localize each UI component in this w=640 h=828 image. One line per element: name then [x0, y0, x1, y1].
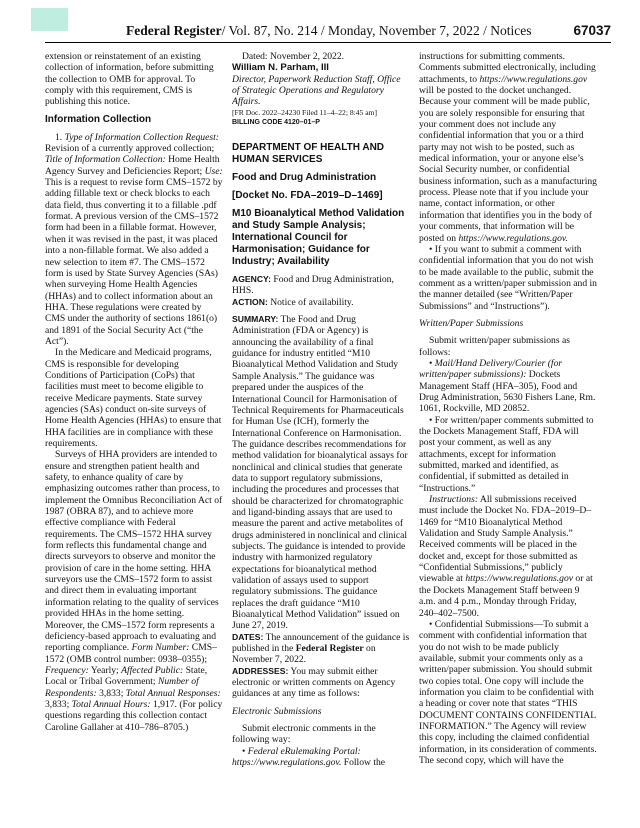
addresses: ADDRESSES: You may submit either electronic or written comments on Agency guidances at any time as follows:	[232, 665, 396, 700]
billing-code: BILLING CODE 4120–01–P	[232, 118, 320, 126]
paragraph: In the Medicare and Medicaid programs, CMS is responsible for developing Conditions of Participation (CoPs) that facilities must meet to become eligible to receive Medicare payments. State survey agencies (SAs) conduct on-site surveys of Home Health Agencies (HHAs) to ensure that HHA facilities are in compliance with these requirements.	[45, 347, 222, 449]
mail-bullet: • Mail/Hand Delivery/Courier (for written/paper submissions): Dockets Management Staff (HFA–305), Food and Drug Administration, 5630 Fishers Lane, Rm. 1061, Rockville, MD 20852.	[419, 357, 596, 415]
header-title: Federal Register/ Vol. 87, No. 214 / Monday, November 7, 2022 / Notices	[126, 23, 532, 38]
signer-name: William N. Parham, III	[232, 62, 329, 74]
document-title: M10 Bioanalytical Method Validation and Study Sample Analysis; International Council for Harmonisation; Guidance for Industry; Availability	[232, 208, 405, 268]
section-heading: Information Collection	[45, 113, 152, 125]
agency-heading: Food and Drug Administration	[232, 172, 377, 184]
paragraph: • For written/paper comments submitted to the Dockets Management Staff, FDA will post your comment, as well as any attachments, except for information submitted, marked and identified, as confidential, if submitted as detailed in “Instructions.”	[419, 414, 594, 494]
summary: SUMMARY: The Food and Drug Administration (FDA or Agency) is announcing the availability of a final guidance for industry entitled “M10 Bioanalytical Method Validation and Study Sample Analysis.” The guidance was prepared under the auspices of the International Council for Harmonisation of Technical Requirements for Pharmaceuticals for Human Use (ICH), formerly the International Conference on Harmonisation. The guidance describes recommendations for method validation for bioanalytical assays for nonclinical and clinical studies that generate data to support regulatory submissions, including the procedures and processes that should be characterized for chromatographic and ligand-binding assays that are used to measure the parent and active metabolites of drugs administered in nonclinical and clinical subjects. The guidance is intended to provide industry with harmonized regulatory expectations for bioanalytical method validation of assays used to support regulatory submissions. The guidance replaces the draft guidance “M10 Bioanalytical Method Validation” issued on June 27, 2019.	[232, 314, 408, 632]
paragraph: • Confidential Submissions—To submit a comment with confidential information that you do not wish to be made publicly available, submit your comments only as a written/paper submission. You should submit two copies total. One copy will include the information you claim to be confidential with a heading or cover note that states “THIS DOCUMENT CONTAINS CONFIDENTIAL INFORMATION.” The Agency will review this copy, including the claimed confidential information, in its consideration of comments. The second copy, which will have the	[419, 618, 597, 766]
paragraph: 1. Type of Information Collection Request: Revision of a currently approved collection; Title of Information Collection: Home Health Agency Survey and Deficiencies Report; Use: This is a request to revise form CMS–1572 by adding fillable text or check blocks to each data field, thus converting it to a fillable .pdf format. A previous version of the CMS–1572 form had been in a fillable format. However, when it was revised in the past, it was placed into a non-fillable format. We also added a new selection to item #7. The CMS–1572 form is used by State Survey Agencies (SAs) when surveying Home Health Agencies (HHAs) and to collect information about an HHA. These regulations were created by CMS under the authority of sections 1861(o) and 1891 of the Social Security Act (“the Act”).	[45, 131, 223, 347]
dated-line: Dated: November 2, 2022.	[242, 51, 345, 62]
column-1	[45, 51, 223, 826]
paragraph: Submit electronic comments in the following way:	[232, 723, 376, 746]
fr-doc-line: [FR Doc. 2022–24230 Filed 11–4–22; 8:45 am]	[232, 107, 378, 117]
action-line: ACTION: Notice of availability.	[232, 296, 354, 308]
subheading: Written/Paper Submissions	[419, 317, 524, 329]
page-header	[45, 23, 611, 39]
department-heading: DEPARTMENT OF HEALTH AND HUMAN SERVICES	[232, 142, 385, 166]
paragraph: instructions for submitting comments. Comments submitted electronically, including attachments, to https://www.regulations.gov will be posted to the docket unchanged. Because your comment will be made public, you are solely responsible for ensuring that your comment does not include any confidential information that you or a third party may not wish to be posted, such as medical information, your or anyone else’s Social Security number, or confidential business information, such as a manufacturing process. Please note that if you include your name, contact information, or other information that identifies you in the body of your comments, that information will be posted on https://www.regulations.gov.	[419, 51, 597, 244]
signer-title: Director, Paperwork Reduction Staff, Office of Strategic Operations and Regulatory Affairs.	[232, 73, 401, 108]
regulations-link[interactable]: https://www.regulations.gov	[465, 573, 574, 585]
portal-bullet: • Federal eRulemaking Portal: https://www.regulations.gov. Follow the	[232, 745, 386, 769]
paragraph: Surveys of HHA providers are intended to ensure and strengthen patient health and safety, to enhance quality of care by emphasizing outcomes rather than process, to implement the Omnibus Reconciliation Act of 1987 (OBRA 87), and to achieve more effective compliance with Federal requirements. The CMS–1572 HHA survey form reflects this fundamental change and directs surveyors to observe and monitor the provision of care in the home setting. HHA surveyors use the CMS–1572 form to assist and direct them in evaluating important information relating to the quality of services provided HHAs in the home setting. Moreover, the CMS–1572 form represents a deficiency-based approach to evaluating and reporting compliance. Form Number: CMS–1572 (OMB control number: 0938–0355); Frequency: Yearly; Affected Public: State, Local or Tribal Government; Number of Respondents: 3,833; Total Annual Responses: 3,833; Total Annual Hours: 1,917. (For policy questions regarding this collection contact Caroline Gallaher at 410–786–8705.)	[45, 449, 223, 733]
page-number: 67037	[573, 23, 611, 38]
paragraph: extension or reinstatement of an existing collection of information, before submitting the collection to OMB for approval. To comply with this requirement, CMS is publishing this notice.	[45, 51, 214, 108]
instructions: Instructions: All submissions received must include the Docket No. FDA–2019–D–1469 for “M10 Bioanalytical Method Validation and Study Sample Analysis.” Received comments will be placed in the docket and, except for those submitted as “Confidential Submissions,” publicly viewable at https://www.regulations.gov or at the Dockets Management Staff between 9 a.m. and 4 p.m., Monday through Friday, 240–402–7500.	[419, 494, 593, 619]
regulations-link[interactable]: https://www.regulations.gov.	[458, 232, 568, 244]
paragraph: Submit written/paper submissions as follows:	[419, 335, 570, 358]
agency-line: AGENCY: Food and Drug Administration, HHS.	[232, 274, 394, 297]
dates: DATES: The announcement of the guidance is published in the Federal Register on November 7, 2022.	[232, 631, 410, 666]
header-rule	[45, 42, 611, 43]
column-2	[232, 51, 410, 826]
regulations-link[interactable]: https://www.regulations.gov	[479, 73, 588, 85]
docket-number: [Docket No. FDA–2019–D–1469]	[232, 190, 383, 202]
column-3	[419, 51, 597, 826]
subheading: Electronic Submissions	[232, 705, 322, 717]
paragraph: • If you want to submit a comment with confidential information that you do not wish to be made available to the public, submit the comment as a written/paper submission and in the manner detailed (see “Written/Paper Submissions” and “Instructions”).	[419, 243, 597, 312]
